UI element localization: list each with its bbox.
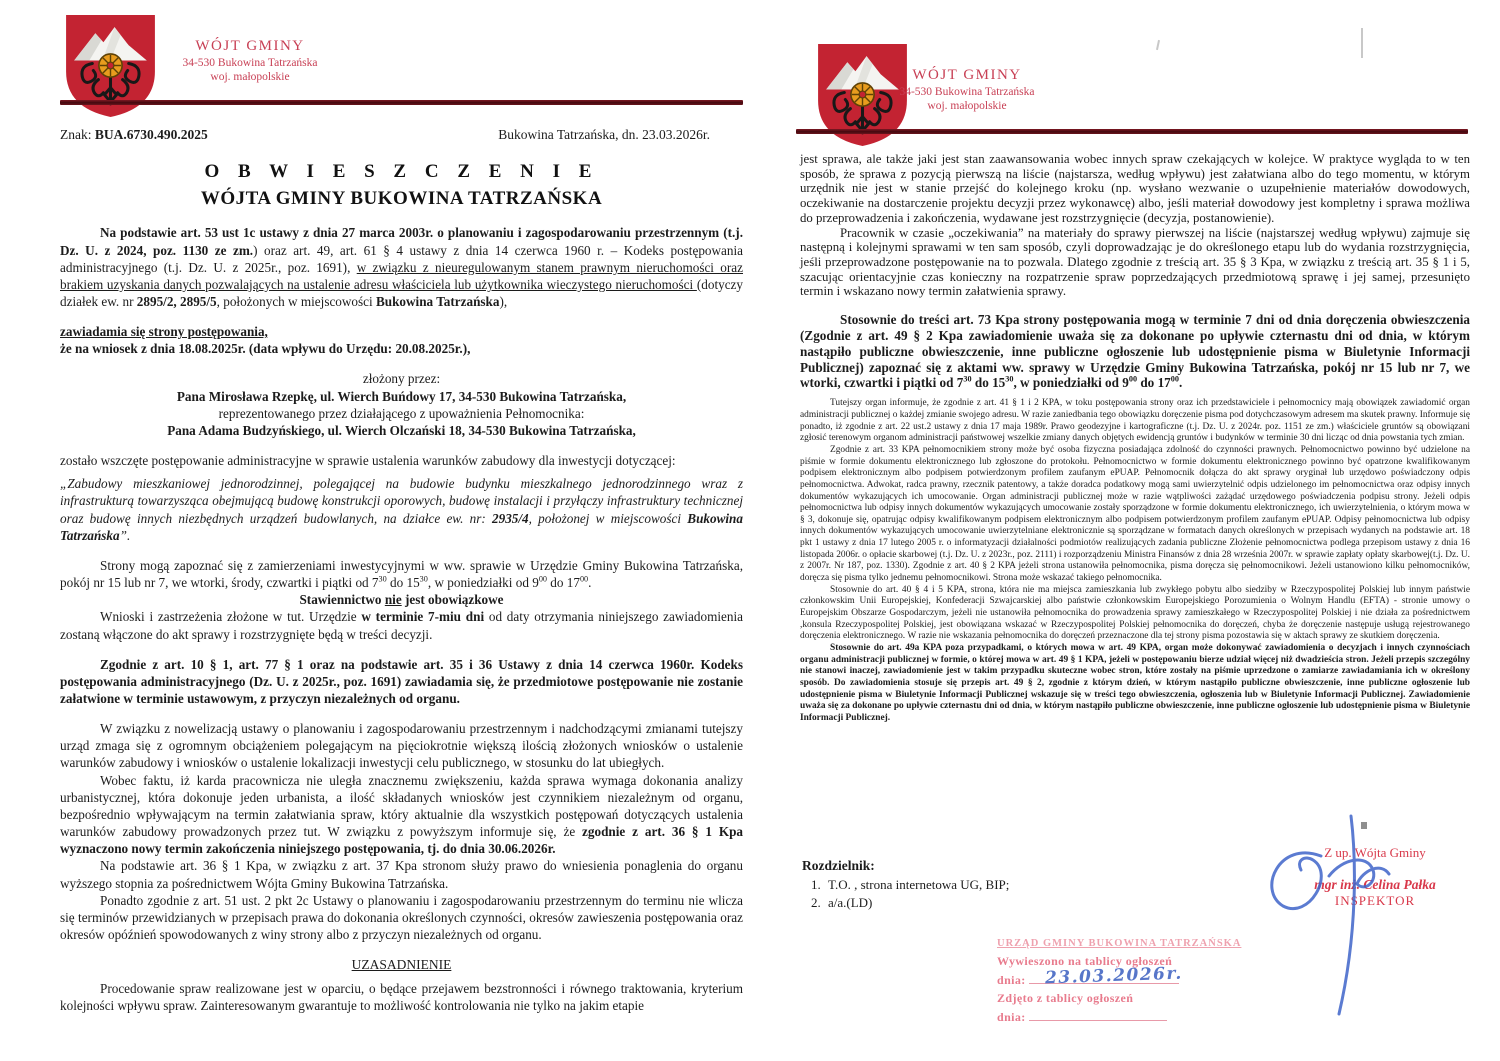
org-name: WÓJT GMINY [195, 38, 305, 54]
inspection-info: Strony mogą zapoznać się z zamierzeniami inwestycyjnymi w ww. sprawie w Urzędzie Gminy Bukowina Tatrzańska, pokój nr 15 lub nr 7, we wtorki, środy, czwartki i piątki od $7^{30}$ do $15^{30}$, w poniedziałki od $9^{00}$ do $17^{00}$. [60, 557, 743, 591]
workload-paragraph-1: W związku z nowelizacją ustawy o planowaniu i zagospodarowaniu przestrzennym i nadchodzącymi zmianami tutejszy urząd zmaga się z ogromnym obciążeniem polegającym na pięciokrotnie większą ilością złożonych wniosków o ustalenie warunków zabudowy i wniosków o ustalenie lokalizacji inwestycji celu publicznego, w stosunku do lat ubiegłych. [60, 721, 743, 771]
org-region: woj. małopolskie [210, 71, 290, 84]
legal-information-block [800, 398, 1470, 724]
document-subtitle: WÓJTA GMINY BUKOWINA TATRZAŃSKA [200, 187, 603, 209]
justification-paragraph: Procedowanie spraw realizowane jest w oparciu, o będące przejawem bezstronności i równego traktowania, kryterium kolejności wpływu spraw. Zainteresowanym gwarantuje to możliwość kontrolowania nie tylko na jakim etapie [60, 980, 743, 1013]
workflow-paragraph: Pracownik w czasie „oczekiwania” na materiały do sprawy pierwszej na liście (najstarszej według wpływu) zajmuje się następną i kolejnymi sprawami w ten sam sposób, czyli doprowadzając je do określonego etapu lub do wydania rozstrzygnięcia, jeśli przeprowadzone postępowanie na to pozwala. Dlatego zgodnie z treścią art. 35 § 3 Kpa, w związku z treścią art. 35 § 1 i 5, szacując orientacyjnie czas konieczny na rozpatrzenie spraw poprzedzających przedmiotową sprawę i jej samej, przesunięto termin i wskazano nowy termin załatwienia sprawy. [800, 225, 1470, 299]
org-region: woj. małopolskie [927, 100, 1007, 113]
letterhead [145, 37, 355, 85]
notice-line-2: że na wniosek z dnia 18.08.2025r. (data wpływu do Urzędu: 20.08.2025r.), [60, 341, 471, 357]
org-name: WÓJT GMINY [912, 67, 1022, 83]
appeal-right: Na podstawie art. 36 § 1 Kpa, w związku z art. 37 Kpa stronom służy prawo do wniesienia ponaglenia do organu wyższego stopnia za pośrednictwem Wójta Gminy Bukowina Tatrzańska. [60, 858, 743, 891]
reference-row [60, 127, 710, 143]
signature-title: INSPEKTOR [1334, 893, 1416, 908]
delay-notice: Zgodnie z art. 10 § 1, art. 77 § 1 oraz na podstawie art. 35 i 36 Ustawy z dnia 14 czerwca 1960r. Kodeks postępowania administracyjnego (Dz. U. z 2025r., poz. 1691) zawiadamia się, że przedmiotowe postępowanie nie zostanie załatwione w terminie ustawowym, z przyczyn niezależnych od organu. [60, 656, 743, 706]
applicant-name: Pana Mirosława Rzepkę, ul. Wierch Buńdowy 17, 34-530 Bukowina Tatrzańska, [176, 388, 627, 404]
art49a-info: Stosownie do art. 49a KPA poza przypadkami, o których mowa w art. 49 KPA, organ może dokonywać zawiadomienia o decyzjach i innych czynnościach organu administracji publicznej w formie, o której mowa w art. 49 § 1 KPA, jeżeli w postępowaniu bierze udział więcej niż dwadzieścia stron. Jeżeli przepis szczególny nie stanowi inaczej, zawiadomienie jest w takim przypadku skuteczne wobec stron, które zostały na piśmie uprzedzone o zamiarze zawiadamiania ich w określony sposób. Do zawiadomienia stosuje się przepis art. 49 § 2, zgodnie z którym dzień, w którym nastąpiło publiczne obwieszczenie, inne publiczne ogłoszenie lub udostępnienie pisma w Biuletynie Informacji Publicznej wskazuje się w treści tego obwieszczenia, ogłoszenia lub w Biuletynie Informacji Publicznej. Zawiadomienie uważa się za dokonane po upływie czternastu dni od dnia, w którym nastąpiło publiczne obwieszczenie, inne publiczne ogłoszenie lub udostępnienie pisma w Biuletynie Informacji Publicznej. [800, 643, 1470, 723]
investment-description: „Zabudowy mieszkaniowej jednorodzinnej, polegającej na budowie budynku mieszkalnego jednorodzinnego wraz z infrastrukturą towarzysząca obejmującą budowę konstrukcji oporowych, budowę instalacji i przyłączy infrastruktury technicznej oraz budowę innych niezbędnych urządzeń budowlanych, na działce ew. nr: 2935/4, położonej w miejscowości Bukowina Tatrzańska”. [60, 476, 743, 543]
proxy-name: Pana Adama Budzyńskiego, ul. Wierch Olczański 18, 34-530 Bukowina Tatrzańska, [167, 422, 636, 438]
org-address: 34-530 Bukowina Tatrzańska [899, 85, 1035, 98]
stamp-office-name: URZĄD GMINY BUKOWINA TATRZAŃSKA [997, 938, 1242, 949]
stamp-removed-label: Zdjęto z tablicy ogłoszeń [997, 991, 1134, 1006]
signature-stamp [1270, 845, 1480, 909]
org-address: 34-530 Bukowina Tatrzańska [182, 56, 318, 69]
page-2 [750, 0, 1500, 1061]
applicant-intro: złożony przez: [362, 371, 441, 387]
scan-artifact [1361, 822, 1367, 829]
file-access-paragraph: Stosownie do treści art. 73 Kpa strony postępowania mogą w terminie 7 dni od dnia doręczenia obwieszczenia (Zgodnie z art. 49 § 2 Kpa zawiadomienie uważa się za dokonane po upływie czternastu dni od dnia, w którym nastąpiło publiczne obwieszczenie, inne publiczne ogłoszenie lub udostępnienie pisma w Biuletynie Informacji Publicznej) zapoznać się z aktami ww. sprawy w Urzędzie Gminy Bukowina Tatrzańska, pokój nr 15 lub nr 7, we wtorki, czwartki i piątki od $7^{30}$ do $15^{30}$, w poniedziałki od $9^{00}$ do $17^{00}$. [800, 312, 1470, 391]
workload-paragraph-2: Wobec faktu, iż karda pracownicza nie uległa znacznemu zwiększeniu, każda sprawa wymaga dokonania analizy urbanistycznej, która dokonuje jeden urbanista, a ilość składanych wniosków jest czynnikiem niezależnym od organu, bezpośrednio wpływającym na termin załatwiania spraw, który aktualnie dla wszystkich postępowań dotyczących ustalenia warunków zabudowy prowadzonych przez tut. W związku z powyższym informuje się, że zgodnie z art. 36 § 1 Kpa wyznaczono nowy termin zakończenia niniejszego postępowania, tj. do dnia 30.06.2026r. [60, 772, 744, 857]
justification-heading: UZASADNIENIE [351, 957, 452, 973]
scan-artifact [1156, 40, 1160, 50]
handwritten-signature [1255, 812, 1455, 1022]
objections-note: Wnioski i zastrzeżenia złożone w tut. Urzędzie w terminie 7-miu dni od daty otrzymania niniejszego zawiadomienia zostaną włączone do akt sprawy i rozstrzygnięte będą w treści decyzji. [60, 609, 743, 642]
notice-line-1: zawiadamia się strony postępowania, [60, 324, 268, 340]
header-rule [796, 129, 1468, 134]
page-1-body [60, 160, 743, 1014]
deadline-exclusions: Ponadto zgodnie z art. 51 ust. 2 pkt 2c Ustawy o planowaniu i zagospodarowaniu przestrzennym do terminu nie wlicza się terminów przewidzianych w przepisach prawa do dokonania określonych czynności, okresów zawieszenia postępowania oraz okresów opóźnień spowodowanych z winy strony albo z przyczyn niezależnych od organu. [60, 892, 743, 942]
signature-authority: Z up. Wójta Gminy [1324, 845, 1426, 860]
header-rule [60, 100, 743, 105]
distribution-label: Rozdzielnik: [802, 858, 875, 873]
proxy-rules-info: Zgodnie z art. 33 KPA pełnomocnikiem strony może być osoba fizyczna posiadająca zdolność do czynności prawnych. Pełnomocnictwo powinno być udzielone na piśmie w formie dokumentu elektronicznego lub zgłoszone do protokołu. Pełnomocnictwo w formie dokumentu elektronicznego powinno być opatrzone kwalifikowanym podpisem elektronicznym albo podpisem potwierdzonym profilem zaufanym ePUAP. Pełnomocnik dołącza do akt sprawy oryginał lub urzędowo poświadczony odpis pełnomocnictwa. Adwokat, radca prawny, rzecznik patentowy, a także doradca podatkowy mogą sami uwierzytelnić odpis udzielonego im pełnomocnictwa oraz odpisy innych dokumentów wykazujących ich umocowanie. Organ administracji publicznej może w razie wątpliwości zażądać urzędowego poświadczenia podpisu strony. Jeżeli odpis pełnomocnictwa lub odpisy innych dokumentów wykazujących umocowanie zostały sporządzone w formie dokumentu elektronicznego, ich uwierzytelnienia, o którym mowa w § 3, dokonuje się, opatrując odpisy kwalifikowanym podpisem elektronicznym albo podpisem potwierdzonym profilem zaufanym ePUAP. Odpisy pełnomocnictwa lub odpisy innych dokumentów wykazujących umocowanie uwierzytelniane elektronicznie są sporządzane w formatach danych określonych w przepisach wydanych na podstawie art. 18 pkt 1 ustawy z dnia 17 lutego 2005 r. o informatyzacji działalności podmiotów realizujących zadania publiczne Złożenie pełnomocnictwa podlega przepisom ustawy z dnia 16 listopada 2006r. o opłacie skarbowej (t.j. Dz. U. z 2023r., poz. 2111) i rozporządzeniu Ministra Finansów z dnia 28 września 2007r. w sprawie zapłaty opłaty skarbowej(t.j. Dz. U. z 2007r. Nr 187, poz. 1330). Zgodnie z art. 40 § 2 KPA jeżeli strona ustanowiła pełnomocnika, pisma doręcza się pełnomocnikowi. Jeżeli ustanowiono kilku pełnomocników, doręcza się pisma tylko jednemu pełnomocnikowi. Strona może wskazać takiego pełnomocnika. [800, 444, 1470, 584]
case-number: Znak: BUA.6730.490.2025 [60, 127, 208, 142]
proxy-intro: reprezentowanego przez działającego z upoważnienia Pełnomocnika: [218, 405, 585, 421]
stamp-removed-date-row: dnia: [997, 1008, 1241, 1027]
stamp-date-line [1029, 1008, 1167, 1021]
signature-name: mgr inż. Celina Pałka [1314, 877, 1436, 892]
paragraph-legal-basis: Na podstawie art. 53 ust 1c ustawy z dnia 27 marca 2003r. o planowaniu i zagospodarowaniu przestrzennym (t.j. Dz. U. z 2024, poz. 1130 ze zm.) oraz art. 49, art. 61 § 4 ustawy z dnia 14 czerwca 1960 r. – Kodeks postępowania administracyjnego (t.j. Dz. U. z 2025r., poz. 1691), w związku z nieuregulowanym stanem prawnym nieruchomości oraz brakiem uzyskania danych pozwalających na ustalenie adresu właściciela lub użytkownika wieczystego nieruchomości (dotyczy działek ew. nr 2895/2, 2895/5, położonych w miejscowości Bukowina Tatrzańska), [60, 225, 744, 309]
address-change-info: Tutejszy organ informuje, że zgodnie z art. 41 § 1 i 2 KPA, w toku postępowania strony oraz ich przedstawiciele i pełnomocnicy mają obowiązek zawiadomić organ administracji publicznej o każdej zmianie swojego adresu. W razie zaniedbania tego obowiązku doręczenie pisma pod dotychczasowym adresem ma skutek prawny. Informuje się ponadto, iż zgodnie z art. 22 ust.2 ustawy z dnia 17 maja 1989r. Prawo geodezyjne i kartograficzne (t.j. Dz. U. z 2024r. poz. 1151 ze zm.) właściciele gruntów są obowiązani zgłosić terenowym organom administracji państwowej wszelkie zmiany danych objętych ewidencją gruntów i budynków w terminie 30 dni licząc od dnia powstania tych zmian. [800, 398, 1470, 444]
proceeding-intro: zostało wszczęte postępowanie administracyjne w sprawie ustalenia warunków zabudowy dla inwestycji dotyczącej: [60, 453, 676, 469]
handwritten-date: 23.03.2026r. [1044, 963, 1184, 989]
dateline: Bukowina Tatrzańska, dn. 23.03.2026r. [498, 127, 710, 142]
distribution-list [802, 858, 1009, 913]
letterhead [862, 66, 1072, 114]
continuation-paragraph: jest sprawa, ale także jaki jest stan zaawansowania wobec innych spraw czekających w kolejce. W praktyce wygląda to w ten sposób, że sprawa z pozycją pierwszą na liście (najstarsza, według wpływu) jest załatwiana albo do tego momentu, w którym urzędnik nie jest w stanie przejść do kolejnego kroku (np. wysłano wezwanie o uzupełnienie materiałów dowodowych, oczekiwanie na dostarczenie projektu decyzji przez wykonawcę) albo, jeśli materiał dowodowy jest kompletny i sprawa możliwa do przeprowadzenia i zakończenia, wydawane jest rozstrzygnięcie (decyzja, postanowienie). [800, 152, 1470, 225]
distribution-item: 1. T.O. , strona internetowa UG, BIP; [824, 877, 1009, 893]
attendance-note: Stawiennictwo nie jest obowiązkowe [299, 592, 504, 608]
page-2-body [800, 152, 1470, 725]
document-title: O B W I E S Z C Z E N I E [204, 161, 599, 182]
scan-artifact [1361, 28, 1363, 58]
bulletin-board-stamp [997, 936, 1241, 1027]
stamp-posted-date-row: dnia: 23.03.2026r. [997, 971, 1241, 990]
foreign-party-info: Stosownie do art. 40 § 4 i 5 KPA, strona, która nie ma miejsca zamieszkania lub zwykłego pobytu albo siedziby w Rzeczypospolitej Polskiej lub innym państwie członkowskim Unii Europejskiej, Konfederacji Szwajcarskiej albo państwie członkowskim Europejskiego Porozumienia o Wolnym Handlu (EFTA) - stronie umowy o Europejskim Obszarze Gospodarczym, jeżeli nie ustanowiła pełnomocnika do prowadzenia sprawy zamieszkałego w Rzeczypospolitej Polskiej i nie działa za pośrednictwem ,konsula Rzeczypospolitej Polskiej, jest obowiązana wskazać w Rzeczypospolitej Polskiej pełnomocnika do doręczeń, chyba że doręczenie następuje usługą rejestrowanego doręczenia elektronicznego. W razie nie wskazania pełnomocnika do doręczeń przeznaczone dla tej strony pisma pozostawia się w aktach sprawy ze skutkiem doręczenia. [800, 584, 1470, 642]
stamp-posted-label: Wywieszono na tablicy ogłoszeń [997, 954, 1173, 969]
distribution-item: 2. a/a.(LD) [824, 895, 1009, 911]
